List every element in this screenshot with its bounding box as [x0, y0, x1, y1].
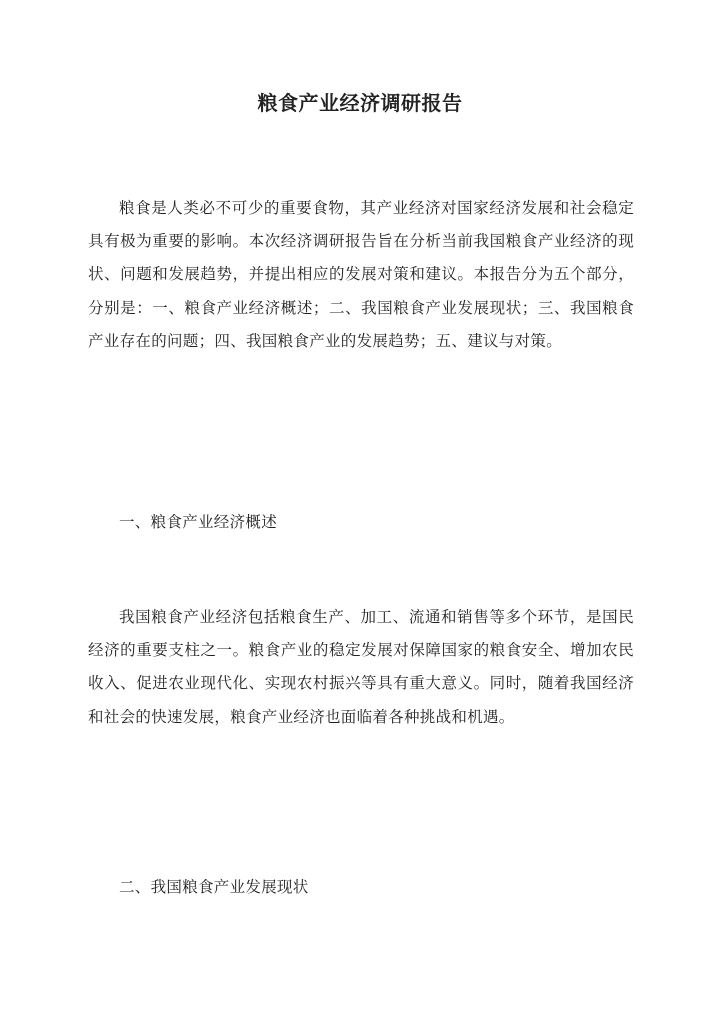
intro-paragraph: 粮食是人类必不可少的重要食物，其产业经济对国家经济发展和社会稳定具有极为重要的影响。本次经济调研报告旨在分析当前我国粮食产业经济的现状、问题和发展趋势，并提出相应的发展对策和建议。本报告分为五个部分，分别是：一、粮食产业经济概述；二、我国粮食产业发展现状；三、我国粮食产业存在的问题；四、我国粮食产业的发展趋势；五、建议与对策。 — [88, 199, 634, 350]
section-heading-status: 二、我国粮食产业发展现状 — [119, 878, 309, 896]
document-title: 粮食产业经济调研报告 — [257, 91, 463, 115]
section-heading-overview: 一、粮食产业经济概述 — [119, 513, 278, 531]
section-body-overview: 我国粮食产业经济包括粮食生产、加工、流通和销售等多个环节，是国民经济的重要支柱之一。粮食产业的稳定发展对保障国家的粮食安全、增加农民收入、促进农业现代化、实现农村振兴等具有重大意义。同时，随着我国经济和社会的快速发展，粮食产业经济也面临着各种挑战和机遇。 — [88, 608, 634, 726]
